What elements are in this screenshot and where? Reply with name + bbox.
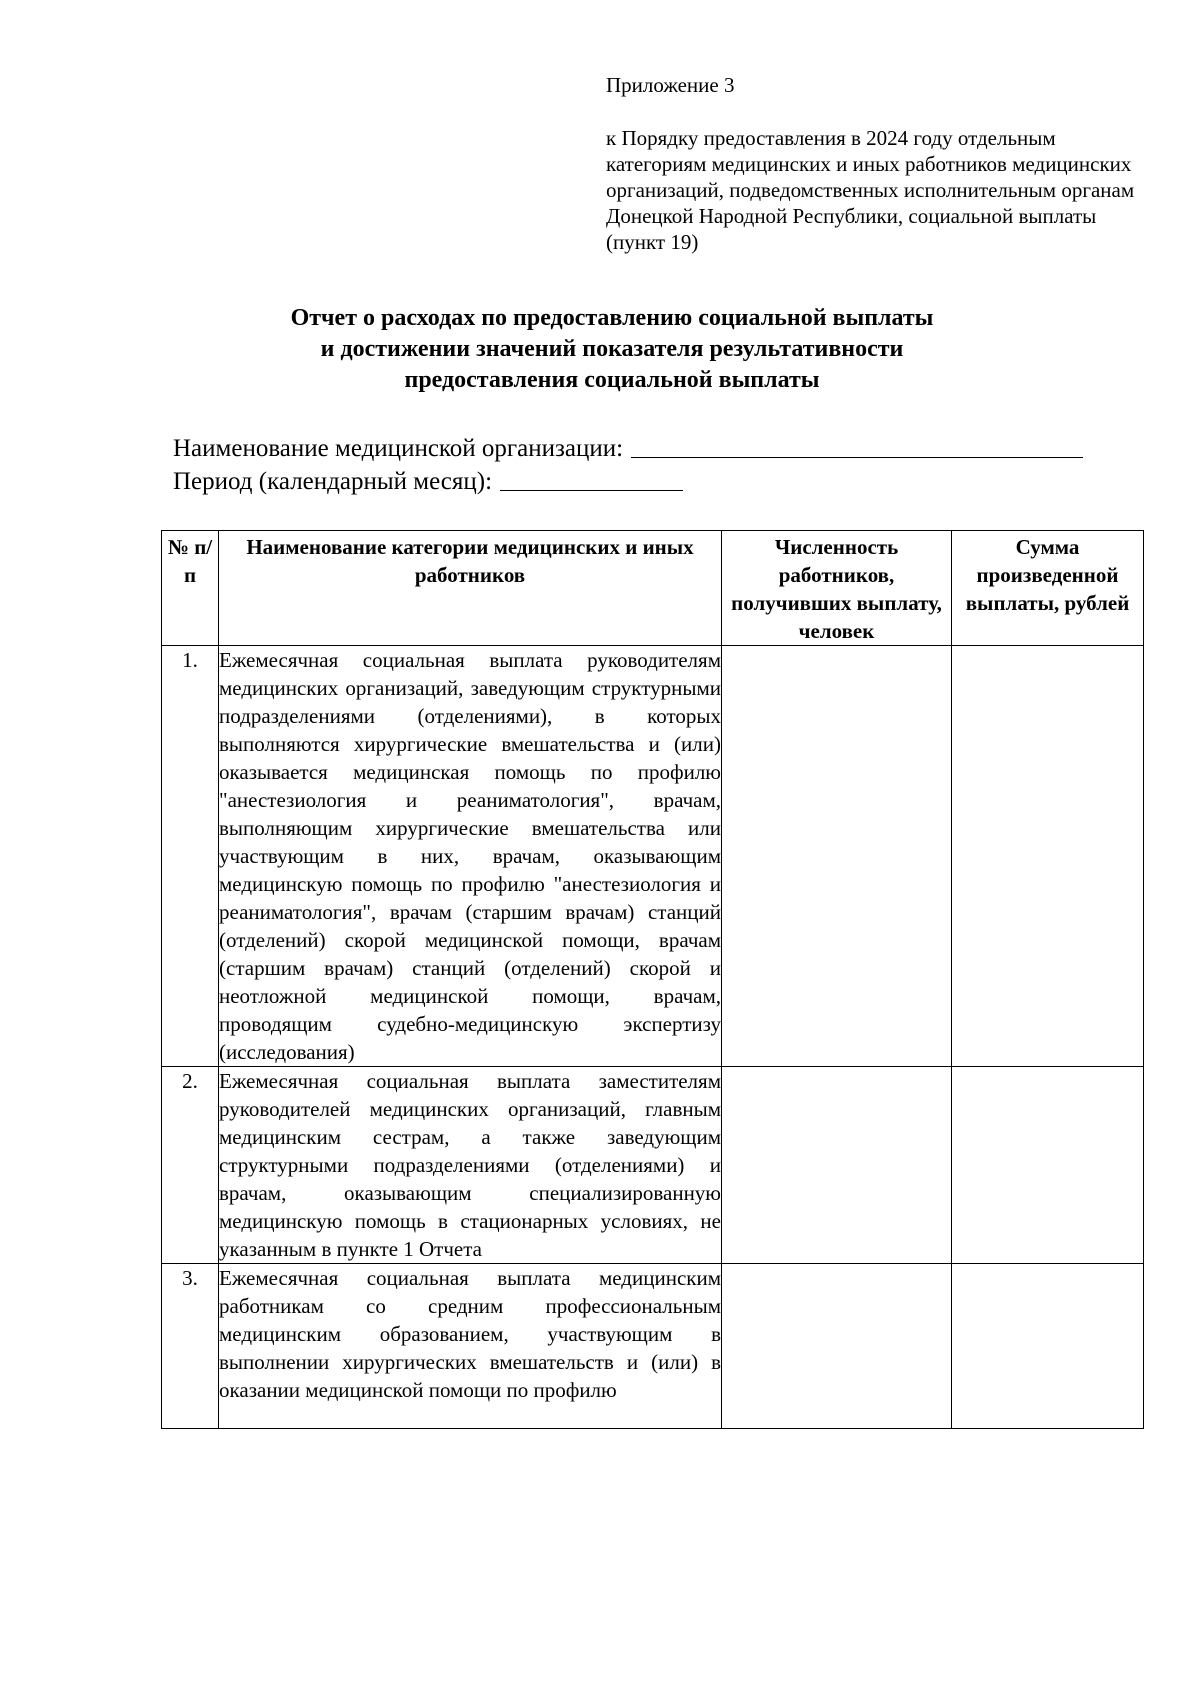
header-num: № п/п — [162, 531, 219, 646]
report-title — [180, 303, 1044, 396]
header-sum: Сумма произведенной выплаты, рублей — [952, 531, 1144, 646]
row-category-name: Ежемесячная социальная выплата заместителям руководителей медицинских организаций, главным медицинским сестрам, а также заведующим структурными подразделениями (отделениями) и врачам, оказывающим специализированную медицинскую помощь в стационарных условиях, не указанным в пункте 1 Отчета — [219, 1067, 722, 1264]
table-row — [162, 646, 1144, 1067]
row-category-name-text: Ежемесячная социальная выплата медицинским работникам со средним профессиональным медицинским образованием, участвующим в выполнении хирургических вмешательств и (или) в оказании медицинской помощи по профилю — [219, 1266, 721, 1402]
row-number: 3. — [162, 1264, 219, 1429]
row-number: 2. — [162, 1067, 219, 1264]
table-row — [162, 1264, 1144, 1429]
row-count-cell[interactable] — [722, 1067, 952, 1264]
organization-label: Наименование медицинской организации: — [173, 435, 624, 462]
appendix-text: к Порядку предоставления в 2024 году отдельным категориям медицинских и иных работников медицинских организаций, подведомственных исполнительным органам Донецкой Народной Республики, социальной выплаты (пункт 19) — [606, 126, 1135, 254]
row-category-name — [219, 1264, 722, 1429]
period-field-row — [173, 465, 1083, 498]
row-sum-cell[interactable] — [952, 646, 1144, 1067]
report-title-line-1: Отчет о расходах по предоставлению социальной выплаты — [290, 305, 934, 331]
header-name: Наименование категории медицинских и иных работников — [219, 531, 722, 646]
row-number: 1. — [162, 646, 219, 1067]
form-fields — [173, 432, 1083, 498]
row-count-cell[interactable] — [722, 1264, 952, 1429]
table-header-row — [162, 531, 1144, 646]
period-label: Период (календарный месяц): — [173, 468, 493, 495]
header-count: Численность работников, получивших выплату, человек — [722, 531, 952, 646]
period-blank-line[interactable] — [500, 466, 683, 491]
report-title-line-3: предоставления социальной выплаты — [404, 367, 820, 393]
row-category-name: Ежемесячная социальная выплата руководителям медицинских организаций, заведующим структурными подразделениями (отделениями), в которых выполняются хирургические вмешательства и (или) оказывается медицинская помощь по профилю "анестезиология и реаниматология", врачам, выполняющим хирургические вмешательства или участвующим в них, врачам, оказывающим медицинскую помощь по профилю "анестезиология и реаниматология", врачам (старшим врачам) станций (отделений) скорой медицинской помощи, врачам (старшим врачам) станций (отделений) скорой и неотложной медицинской помощи, врачам, проводящим судебно-медицинскую экспертизу (исследования) — [219, 646, 722, 1067]
report-table — [161, 530, 1144, 1429]
row-sum-cell[interactable] — [952, 1264, 1144, 1429]
table-row — [162, 1067, 1144, 1264]
row-count-cell[interactable] — [722, 646, 952, 1067]
organization-blank-line[interactable] — [631, 433, 1083, 458]
row-sum-cell[interactable] — [952, 1067, 1144, 1264]
appendix-block — [606, 72, 1146, 255]
report-title-line-2: и достижении значений показателя результативности — [320, 336, 904, 362]
appendix-title: Приложение 3 — [606, 73, 735, 97]
organization-field-row — [173, 432, 1083, 465]
